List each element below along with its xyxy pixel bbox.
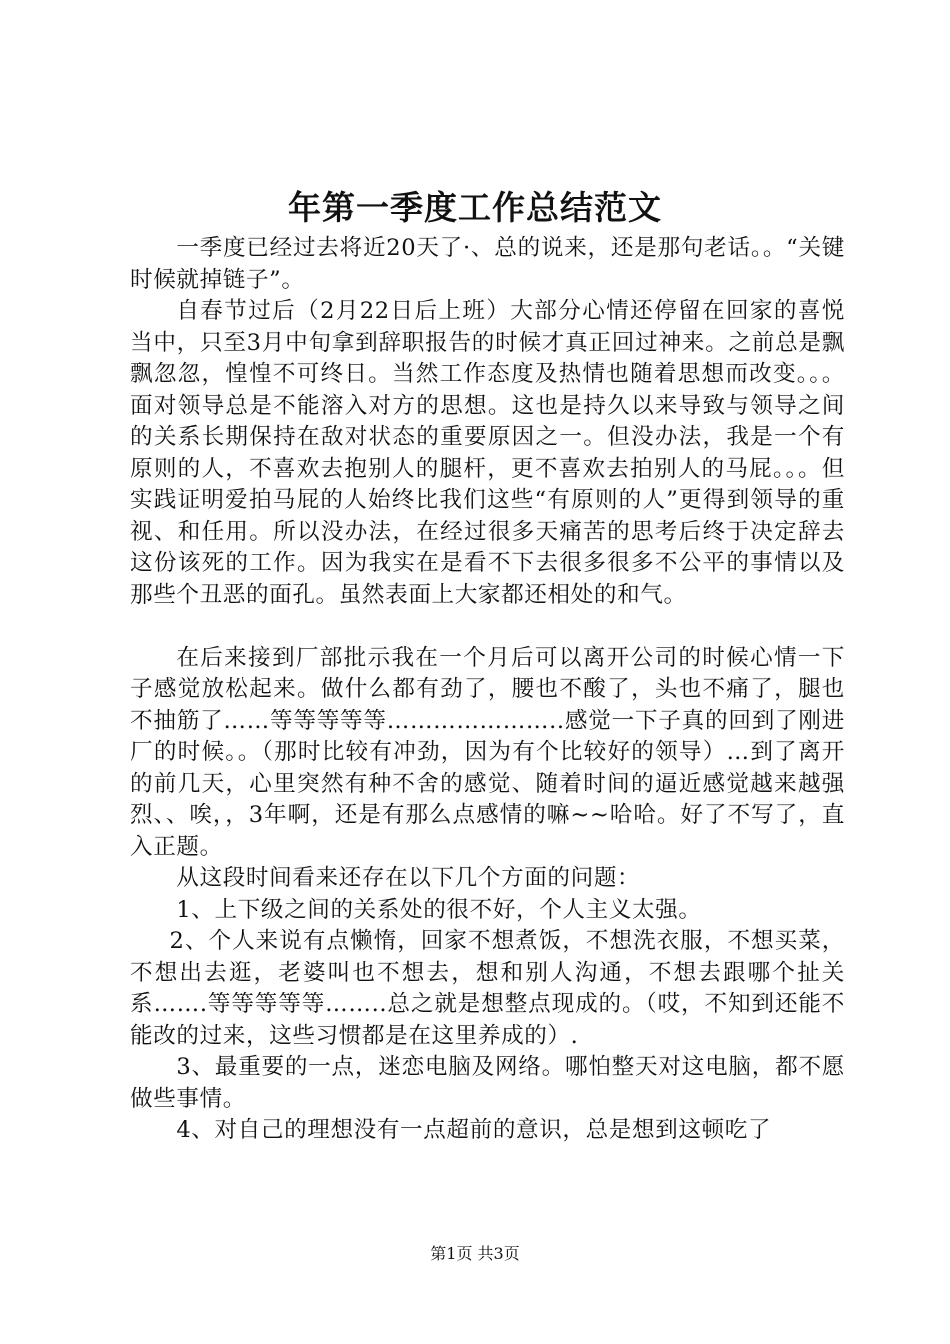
page-footer: 第1页 共3页 bbox=[430, 1244, 520, 1263]
paragraph-leaving: 在后来接到厂部批示我在一个月后可以离开公司的时候心情一下子感觉放松起来。做什么都有劲了，腰也不酸了，头也不痛了，腿也不抽筋了……等等等等等…………………..感觉一下子真的回到了刚进厂的时候。。（那时比较有冲劲，因为有个比较好的领导）…到了离开的前几天，心里突然有种不舍的感觉、随着时间的逼近感觉越来越强烈、、唉，，3年啊，还是有那么点感情的嘛~~哈哈。好了不写了，直入正题。 bbox=[130, 644, 845, 860]
paragraph-problem-4: 4、对自己的理想没有一点超前的意识，总是想到这顿吃了 bbox=[176, 1117, 772, 1143]
paragraph-problem-1: 1、上下级之间的关系处的很不好，个人主义太强。 bbox=[176, 896, 702, 923]
document-title: 年第一季度工作总结范文 bbox=[288, 188, 662, 227]
document-body bbox=[130, 233, 845, 1147]
paragraph-intro: 一季度已经过去将近20天了·、总的说来，还是那句老话。。“关键时候就掉链子”。 bbox=[130, 235, 845, 293]
paragraph-problems-intro: 从这段时间看来还存在以下几个方面的问题： bbox=[176, 865, 641, 891]
paragraph-problem-3: 3、最重要的一点，迷恋电脑及网络。哪怕整天对这电脑，都不愿做些事情。 bbox=[130, 1054, 845, 1112]
paragraph-problem-2: 2、个人来说有点懒惰，回家不想煮饭，不想洗衣服，不想买菜，不想出去逛，老婆叫也不想去，想和别人沟通，不想去跟哪个扯关系…….等等等等等……..总之就是想整点现成的。（哎，不知到还能不能改的过来，这些习惯都是在这里养成的）. bbox=[130, 928, 845, 1049]
paragraph-spacer bbox=[130, 611, 845, 643]
paragraph-spring-festival: 自春节过后（2月22日后上班）大部分心情还停留在回家的喜悦当中，只至3月中旬拿到辞职报告的时候才真正回过神来。之前总是飘飘忽忽，惶惶不可终日。当然工作态度及热情也随着思想而改变。。。面对领导总是不能溶入对方的思想。这也是持久以来导致与领导之间的关系长期保持在敌对状态的重要原因之一。但没办法，我是一个有原则的人，不喜欢去抱别人的腿杆，更不喜欢去拍别人的马屁。。。但实践证明爱拍马屁的人始终比我们这些“有原则的人”更得到领导的重视、和任用。所以没办法，在经过很多天痛苦的思考后终于决定辞去这份该死的工作。因为我实在是看不下去很多很多不公平的事情以及那些个丑恶的面孔。虽然表面上大家都还相处的和气。 bbox=[130, 298, 845, 608]
